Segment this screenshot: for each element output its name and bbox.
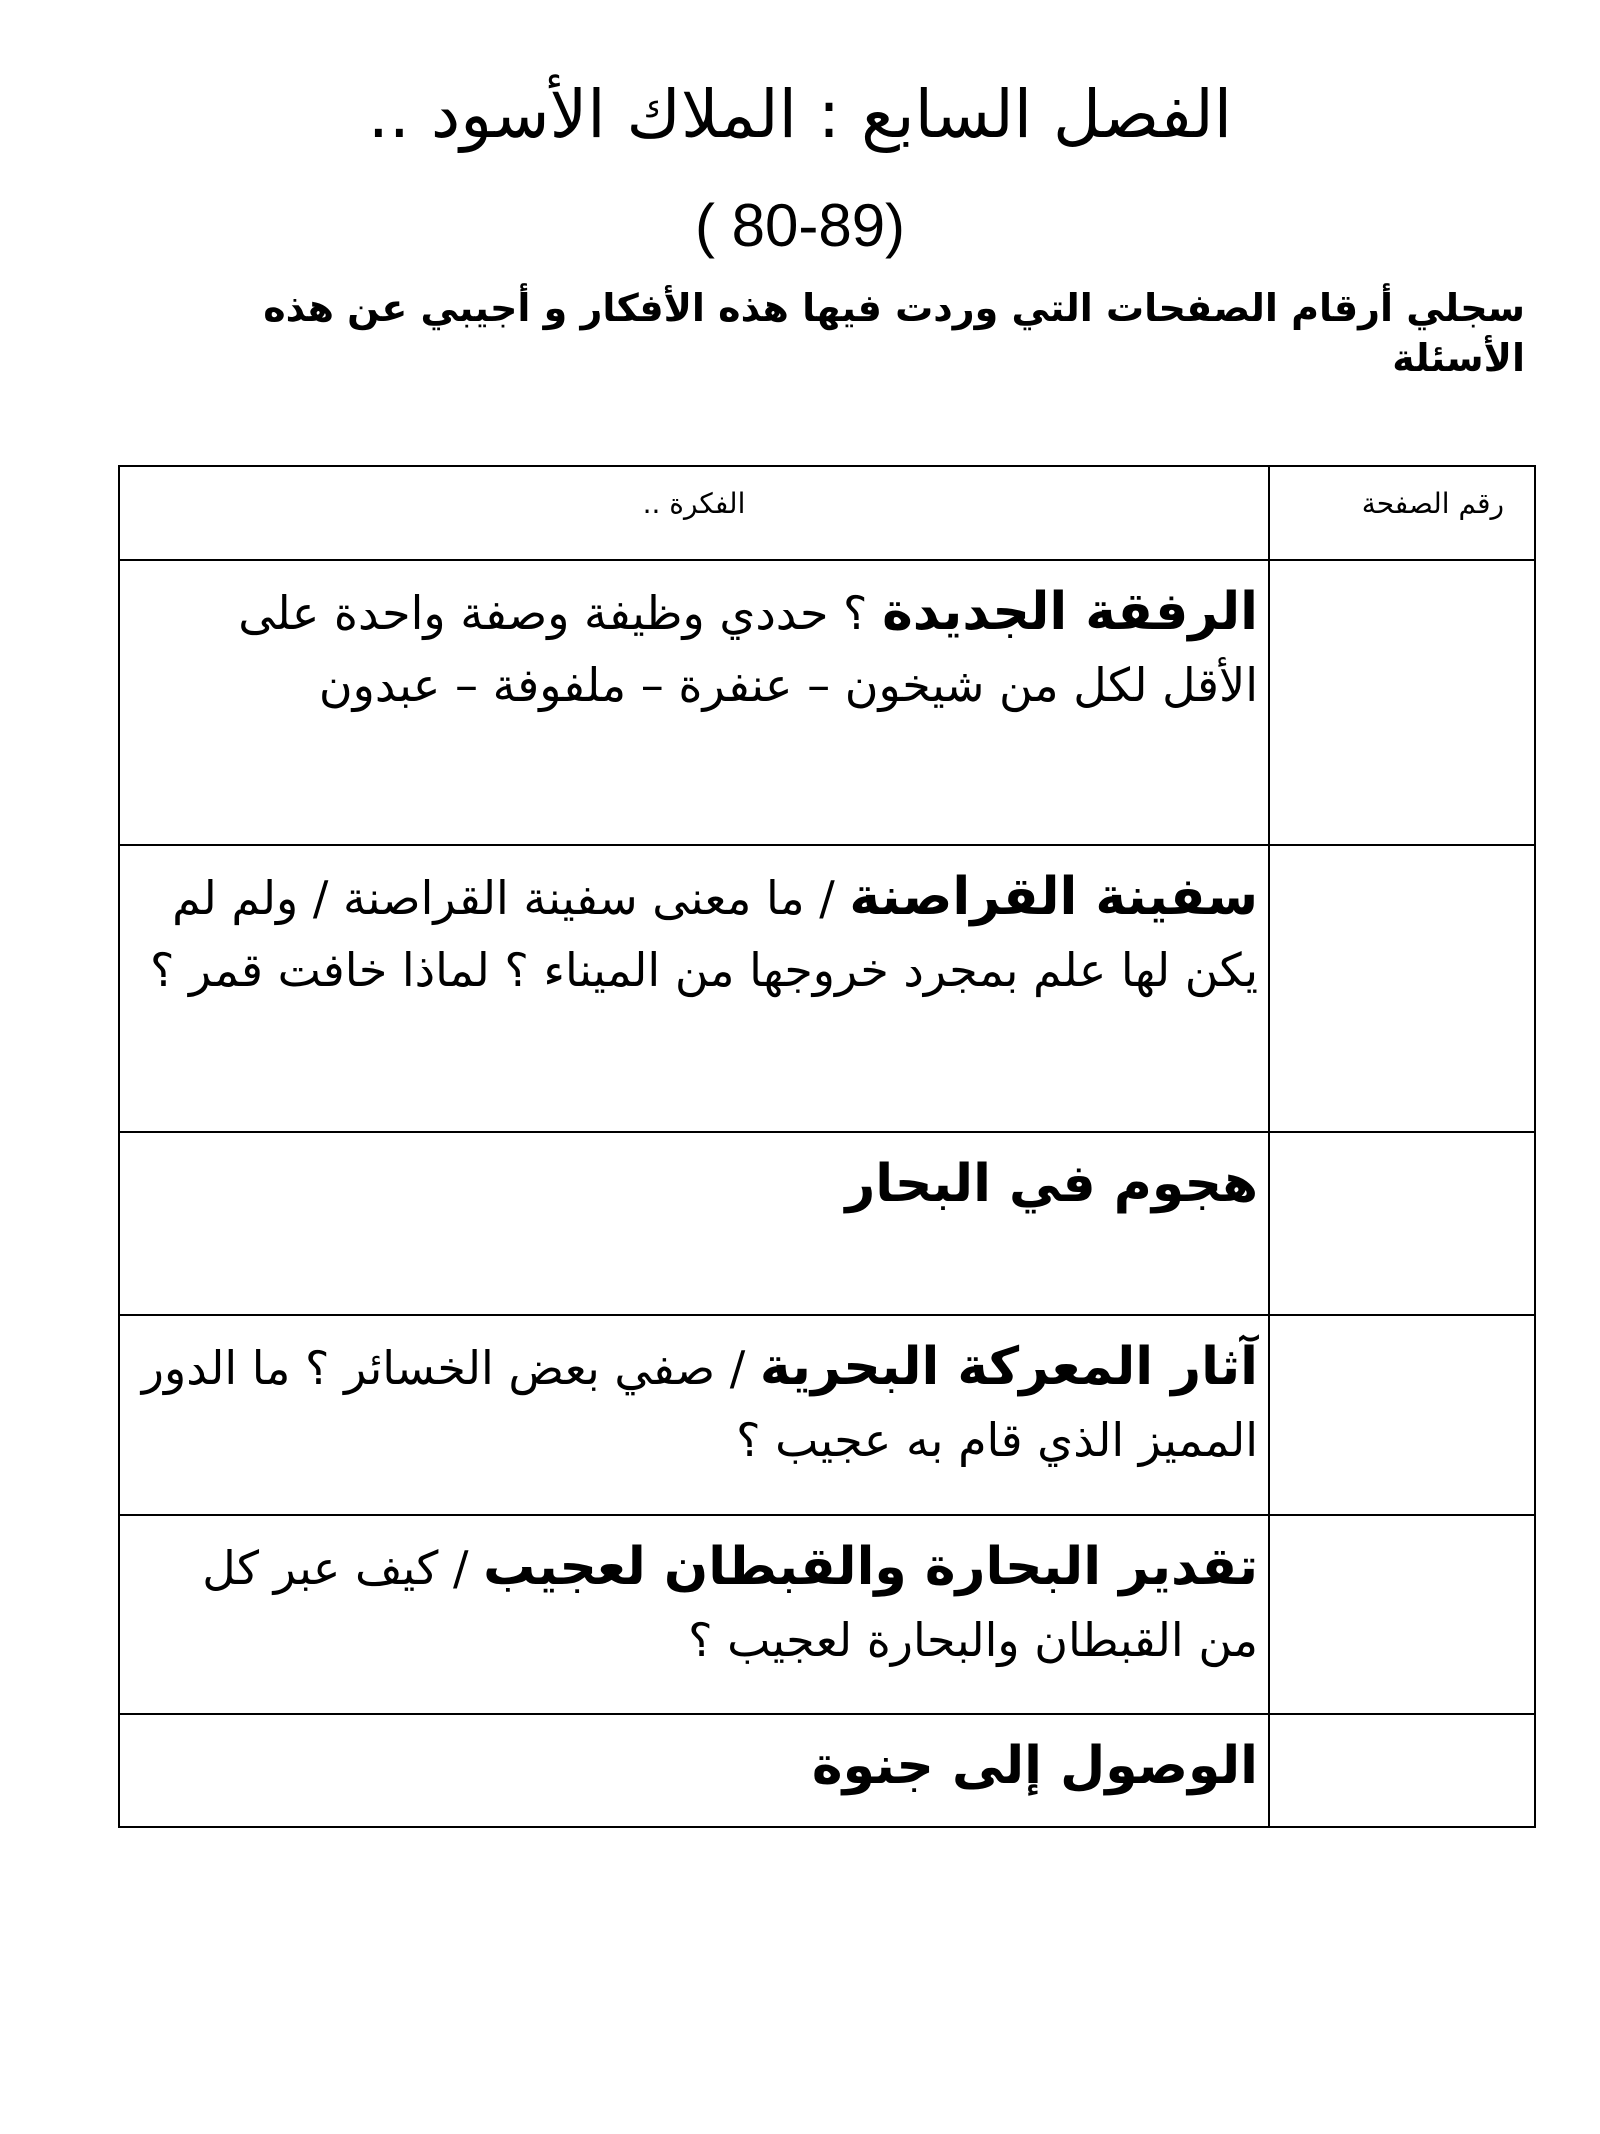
idea-cell (119, 1714, 1269, 1827)
idea-heading: تقدير البحارة والقبطان لعجيب (483, 1537, 1258, 1597)
idea-heading: آثار المعركة البحرية (759, 1337, 1258, 1397)
table-row (119, 1515, 1535, 1714)
idea-heading: الرفقة الجديدة (882, 582, 1258, 642)
idea-cell (119, 845, 1269, 1132)
page-number-cell[interactable] (1269, 845, 1535, 1132)
table-row (119, 1132, 1535, 1315)
table-header-row (119, 466, 1535, 560)
ideas-table (118, 465, 1536, 1828)
table-row (119, 560, 1535, 845)
idea-cell (119, 560, 1269, 845)
idea-question: / ما معنى سفينة القراصنة / ولم لم يكن لها علم بمجرد خروجها من الميناء ؟ لماذا خافت قمر ؟ (150, 871, 1258, 997)
page-number-cell[interactable] (1269, 1515, 1535, 1714)
idea-cell (119, 1315, 1269, 1515)
idea-heading: الوصول إلى جنوة (811, 1736, 1258, 1796)
table-row (119, 845, 1535, 1132)
page-number-cell[interactable] (1269, 1132, 1535, 1315)
table-row (119, 1315, 1535, 1515)
page-range: ( 80-89) (694, 192, 906, 259)
page-number-cell[interactable] (1269, 1714, 1535, 1827)
instruction-text: سجلي أرقام الصفحات التي وردت فيها هذه الأفكار و أجيبي عن هذه الأسئلة (263, 286, 1525, 381)
idea-heading: سفينة القراصنة (849, 867, 1258, 927)
page-number-header: رقم الصفحة (1269, 466, 1535, 560)
idea-question: ؟ حددي وظيفة وصفة واحدة على الأقل لكل من شيخون – عنفرة – ملفوفة – عبدون (238, 586, 1258, 712)
idea-heading: هجوم في البحار (845, 1154, 1258, 1214)
chapter-title: الفصل السابع : الملاك الأسود .. (367, 76, 1233, 153)
idea-cell (119, 1515, 1269, 1714)
idea-question: / كيف عبر كل من القبطان والبحارة لعجيب ؟ (202, 1541, 1258, 1667)
idea-header: الفكرة .. (119, 466, 1269, 560)
idea-cell (119, 1132, 1269, 1315)
idea-question: / صفي بعض الخسائر ؟ ما الدور المميز الذي قام به عجيب ؟ (141, 1341, 1258, 1467)
table-row (119, 1714, 1535, 1827)
page-number-cell[interactable] (1269, 1315, 1535, 1515)
page-number-cell[interactable] (1269, 560, 1535, 845)
